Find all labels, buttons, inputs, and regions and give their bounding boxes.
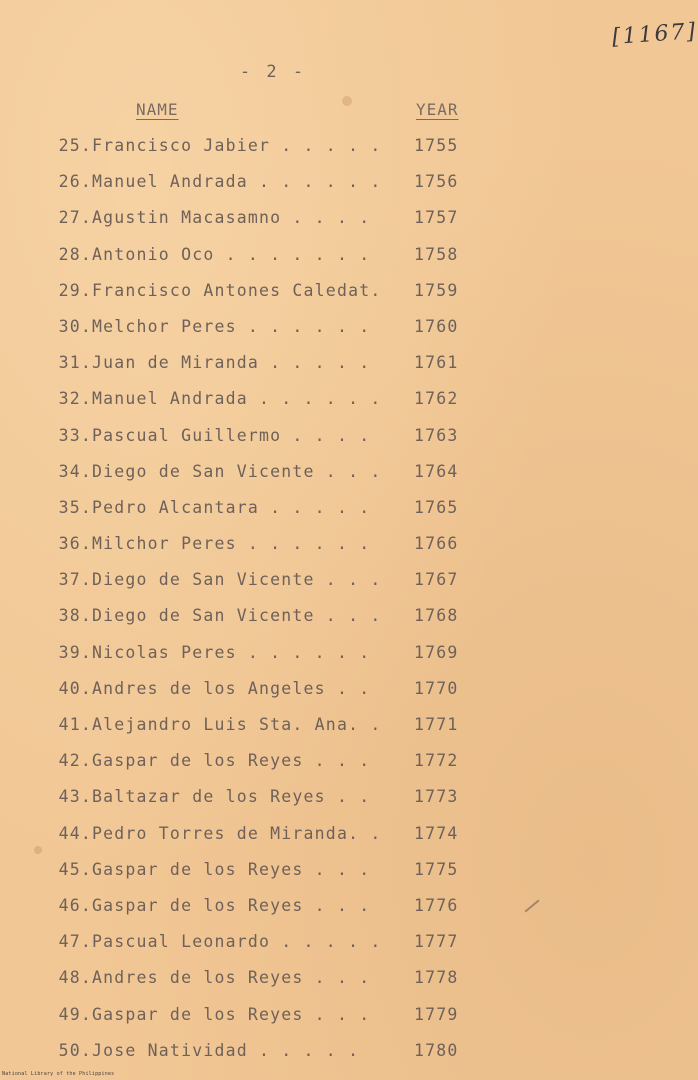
entry-year: 1766	[414, 534, 459, 554]
entry-name: Diego de San Vicente . . .	[92, 570, 382, 590]
entry-year: 1778	[414, 968, 459, 988]
reference-mark: [1167]	[611, 19, 698, 50]
entry-number: 32.	[58, 389, 92, 409]
list-item	[0, 1035, 689, 1071]
entry-number: 42.	[58, 751, 92, 771]
entry-name: Francisco Antones Caledat.	[92, 280, 382, 300]
entry-name: Pedro Alcantara . . . . .	[92, 497, 371, 517]
list-item	[0, 745, 689, 781]
list-item	[0, 492, 689, 528]
entry-name: Baltazar de los Reyes . .	[92, 787, 371, 807]
entry-year: 1760	[414, 316, 459, 336]
list-item	[0, 347, 689, 383]
list-item	[0, 130, 689, 166]
list-item	[0, 709, 689, 745]
entry-name: Juan de Miranda . . . . .	[92, 353, 371, 373]
entry-name: Diego de San Vicente . . .	[92, 461, 382, 481]
list-item	[0, 275, 689, 311]
page-number: - 2 -	[239, 62, 307, 82]
entry-name: Manuel Andrada . . . . . .	[92, 389, 382, 409]
entry-year: 1759	[414, 280, 459, 300]
entry-year: 1767	[414, 570, 459, 590]
entry-year: 1773	[414, 787, 459, 807]
entry-name: Milchor Peres . . . . . .	[92, 534, 371, 554]
entry-year: 1770	[414, 678, 459, 698]
entry-name: Alejandro Luis Sta. Ana. .	[92, 715, 382, 734]
entry-number: 26.	[58, 172, 92, 192]
entry-number: 44.	[58, 823, 92, 843]
list-item	[0, 999, 689, 1035]
list-item	[0, 781, 689, 817]
list-item	[0, 456, 689, 492]
entry-name: Pedro Torres de Miranda. .	[92, 823, 382, 843]
list-item	[0, 420, 689, 456]
entry-number: 31.	[58, 353, 92, 373]
entry-number: 45.	[58, 859, 92, 879]
entry-year: 1776	[414, 895, 459, 915]
list-item	[0, 528, 689, 564]
entry-year: 1774	[414, 823, 459, 843]
entry-number: 48.	[58, 968, 92, 988]
entry-name: Agustin Macasamno . . . .	[92, 208, 371, 228]
entry-number: 28.	[58, 244, 92, 264]
entry-number: 39.	[58, 642, 92, 662]
entry-name: Andres de los Angeles . .	[92, 678, 371, 698]
entry-year: 1775	[414, 859, 459, 879]
entry-number: 35.	[58, 497, 92, 517]
entries-list	[0, 130, 689, 1071]
entry-name: Nicolas Peres . . . . . .	[92, 642, 371, 662]
entry-year: 1757	[414, 208, 459, 228]
list-item	[0, 890, 689, 926]
entry-year: 1758	[414, 244, 459, 264]
entry-number: 36.	[58, 534, 92, 554]
entry-name: Melchor Peres . . . . . .	[92, 316, 371, 336]
entry-year: 1780	[414, 1040, 459, 1060]
entry-number: 49.	[58, 1004, 92, 1024]
entry-year: 1777	[414, 932, 459, 952]
list-item	[0, 564, 689, 600]
entry-year: 1779	[414, 1004, 459, 1024]
entry-number: 33.	[58, 425, 92, 445]
entry-year: 1768	[414, 606, 459, 626]
entry-name: Pascual Leonardo . . . . .	[92, 932, 382, 952]
entry-year: 1763	[414, 425, 459, 445]
entry-name: Manuel Andrada . . . . . .	[92, 172, 382, 192]
list-item	[0, 818, 689, 854]
entry-number: 27.	[58, 208, 92, 228]
entry-name: Gaspar de los Reyes . . .	[92, 751, 371, 771]
entry-year: 1755	[414, 136, 459, 155]
entry-year: 1764	[414, 461, 459, 481]
entry-number: 40.	[58, 678, 92, 698]
list-item	[0, 673, 689, 709]
entry-year: 1765	[414, 497, 459, 517]
entry-name: Gaspar de los Reyes . . .	[92, 1004, 371, 1024]
paper-stain	[342, 96, 352, 106]
entry-year: 1756	[414, 172, 459, 192]
list-item	[0, 637, 689, 673]
list-item	[0, 926, 689, 962]
entry-year: 1762	[414, 389, 459, 409]
entry-name: Antonio Oco . . . . . . .	[92, 244, 371, 264]
entry-number: 37.	[58, 570, 92, 590]
entry-name: Andres de los Reyes . . .	[92, 968, 371, 988]
list-item	[0, 311, 689, 347]
entry-number: 30.	[58, 316, 92, 336]
list-item	[0, 239, 689, 275]
entry-year: 1772	[414, 751, 459, 771]
entry-number: 25.	[58, 136, 92, 155]
entry-number: 50.	[58, 1040, 92, 1060]
entry-name: Diego de San Vicente . . .	[92, 606, 382, 626]
entry-number: 46.	[58, 895, 92, 915]
entry-number: 41.	[58, 715, 92, 734]
year-column-header: YEAR	[416, 100, 459, 119]
entry-number: 34.	[58, 461, 92, 481]
name-column-header: NAME	[136, 100, 179, 119]
entry-number: 38.	[58, 606, 92, 626]
entry-name: Francisco Jabier . . . . .	[92, 136, 382, 155]
list-item	[0, 962, 689, 998]
list-item	[0, 166, 689, 202]
list-item	[0, 600, 689, 636]
entry-year: 1771	[414, 715, 459, 734]
entry-number: 47.	[58, 932, 92, 952]
list-item	[0, 383, 689, 419]
entry-name: Gaspar de los Reyes . . .	[92, 859, 371, 879]
scan-footer: National Library of the Philippines	[2, 1071, 115, 1077]
entry-name: Gaspar de los Reyes . . .	[92, 895, 371, 915]
entry-year: 1761	[414, 353, 459, 373]
entry-name: Jose Natividad . . . . .	[92, 1040, 360, 1060]
entry-number: 43.	[58, 787, 92, 807]
list-item	[0, 202, 689, 238]
entry-number: 29.	[58, 280, 92, 300]
entry-name: Pascual Guillermo . . . .	[92, 425, 371, 445]
entry-year: 1769	[414, 642, 459, 662]
list-item	[0, 854, 689, 890]
